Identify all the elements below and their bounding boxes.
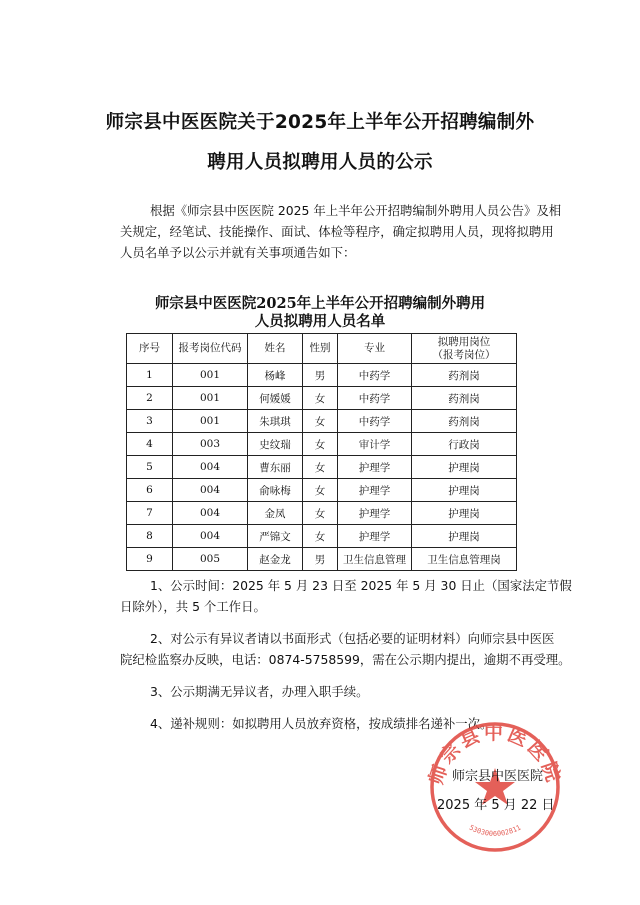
cell-position: 护理岗 <box>412 502 517 525</box>
header-post-code: 报考岗位代码 <box>173 334 248 364</box>
cell-seq: 2 <box>127 387 173 410</box>
signature-date: 2025 年 5 月 22 日 <box>437 798 555 813</box>
cell-position: 行政岗 <box>412 433 517 456</box>
table-row <box>127 548 517 571</box>
table-title-line-2: 人员拟聘用人员名单 <box>254 313 386 330</box>
cell-post-code: 001 <box>173 410 248 433</box>
cell-seq: 3 <box>127 410 173 433</box>
cell-name: 金凤 <box>248 502 303 525</box>
notice-line: 院纪检监察办反映，电话：0874-5758599，需在公示期内提出，逾期不再受理。 <box>120 652 571 667</box>
notice-line: 1、公示时间：2025 年 5 月 23 日至 2025 年 5 月 30 日止（国家法定节假 <box>150 578 572 593</box>
cell-name: 朱琪琪 <box>248 410 303 433</box>
cell-position: 药剂岗 <box>412 387 517 410</box>
cell-seq: 1 <box>127 364 173 387</box>
cell-major: 中药学 <box>338 410 412 433</box>
cell-name: 赵金龙 <box>248 548 303 571</box>
cell-name: 俞咏梅 <box>248 479 303 502</box>
cell-seq: 9 <box>127 548 173 571</box>
seal-code-text: 5303006002811 <box>467 823 523 838</box>
hiring-roster-table <box>126 333 517 571</box>
cell-position: 药剂岗 <box>412 364 517 387</box>
notice-item-objection <box>120 628 571 670</box>
cell-gender: 女 <box>303 525 338 548</box>
notice-line: 2、对公示有异议者请以书面形式（包括必要的证明材料）向师宗县中医医 <box>150 631 555 646</box>
cell-major: 护理学 <box>338 456 412 479</box>
table-row <box>127 433 517 456</box>
page-title-line-2: 聘用人员拟聘用人员的公示 <box>207 152 433 173</box>
cell-gender: 女 <box>303 410 338 433</box>
cell-seq: 6 <box>127 479 173 502</box>
cell-seq: 5 <box>127 456 173 479</box>
cell-major: 中药学 <box>338 364 412 387</box>
cell-post-code: 004 <box>173 479 248 502</box>
cell-gender: 女 <box>303 456 338 479</box>
seal-graphic <box>424 721 566 850</box>
cell-major: 护理学 <box>338 502 412 525</box>
header-seq: 序号 <box>127 334 173 364</box>
cell-post-code: 001 <box>173 387 248 410</box>
table-header-row <box>127 334 517 364</box>
intro-paragraph <box>120 200 562 263</box>
cell-position: 药剂岗 <box>412 410 517 433</box>
cell-name: 何媛媛 <box>248 387 303 410</box>
cell-name: 史纹瑞 <box>248 433 303 456</box>
table-row <box>127 364 517 387</box>
cell-position: 护理岗 <box>412 479 517 502</box>
cell-post-code: 004 <box>173 525 248 548</box>
signature-organization: 师宗县中医医院 <box>452 769 544 784</box>
cell-major: 卫生信息管理 <box>338 548 412 571</box>
cell-seq: 4 <box>127 433 173 456</box>
header-major: 专业 <box>338 334 412 364</box>
cell-post-code: 004 <box>173 502 248 525</box>
cell-major: 护理学 <box>338 479 412 502</box>
header-position-line-1: 拟聘用岗位 <box>437 335 491 348</box>
page-title-line-1: 师宗县中医医院关于2025年上半年公开招聘编制外 <box>105 112 535 133</box>
table-row <box>127 387 517 410</box>
table-row <box>127 410 517 433</box>
cell-position: 卫生信息管理岗 <box>412 548 517 571</box>
notice-item-onboarding <box>120 681 550 702</box>
intro-line: 根据《师宗县中医医院 2025 年上半年公开招聘编制外聘用人员公告》及相 <box>150 203 562 218</box>
header-name: 姓名 <box>248 334 303 364</box>
cell-name: 严锦文 <box>248 525 303 548</box>
cell-name: 杨峰 <box>248 364 303 387</box>
notice-item-period <box>120 575 572 617</box>
cell-post-code: 001 <box>173 364 248 387</box>
cell-post-code: 005 <box>173 548 248 571</box>
header-position <box>412 334 517 364</box>
cell-seq: 8 <box>127 525 173 548</box>
cell-name: 曹东丽 <box>248 456 303 479</box>
cell-gender: 男 <box>303 548 338 571</box>
cell-gender: 女 <box>303 479 338 502</box>
intro-line: 关规定，经笔试、技能操作、面试、体检等程序，确定拟聘用人员，现将拟聘用 <box>120 224 554 239</box>
cell-position: 护理岗 <box>412 525 517 548</box>
intro-line: 人员名单予以公示并就有关事项通告如下： <box>120 245 356 260</box>
table-title-line-1: 师宗县中医医院2025年上半年公开招聘编制外聘用 <box>154 295 486 312</box>
table-row <box>127 502 517 525</box>
cell-gender: 女 <box>303 433 338 456</box>
cell-position: 护理岗 <box>412 456 517 479</box>
cell-major: 中药学 <box>338 387 412 410</box>
cell-major: 审计学 <box>338 433 412 456</box>
cell-post-code: 004 <box>173 456 248 479</box>
cell-gender: 女 <box>303 387 338 410</box>
cell-post-code: 003 <box>173 433 248 456</box>
notice-line: 日除外），共 5 个工作日。 <box>120 599 266 614</box>
table-row <box>127 456 517 479</box>
notice-line: 3、公示期满无异议者，办理入职手续。 <box>150 684 369 699</box>
cell-seq: 7 <box>127 502 173 525</box>
header-position-line-2: （报考岗位） <box>432 348 496 361</box>
notice-line: 4、递补规则：如拟聘用人员放弃资格，按成绩排名递补一次。 <box>150 716 493 731</box>
header-gender: 性别 <box>303 334 338 364</box>
cell-gender: 女 <box>303 502 338 525</box>
seal-arc-text: 师宗县中医医院 <box>425 722 565 788</box>
cell-gender: 男 <box>303 364 338 387</box>
cell-major: 护理学 <box>338 525 412 548</box>
table-row <box>127 525 517 548</box>
table-row <box>127 479 517 502</box>
